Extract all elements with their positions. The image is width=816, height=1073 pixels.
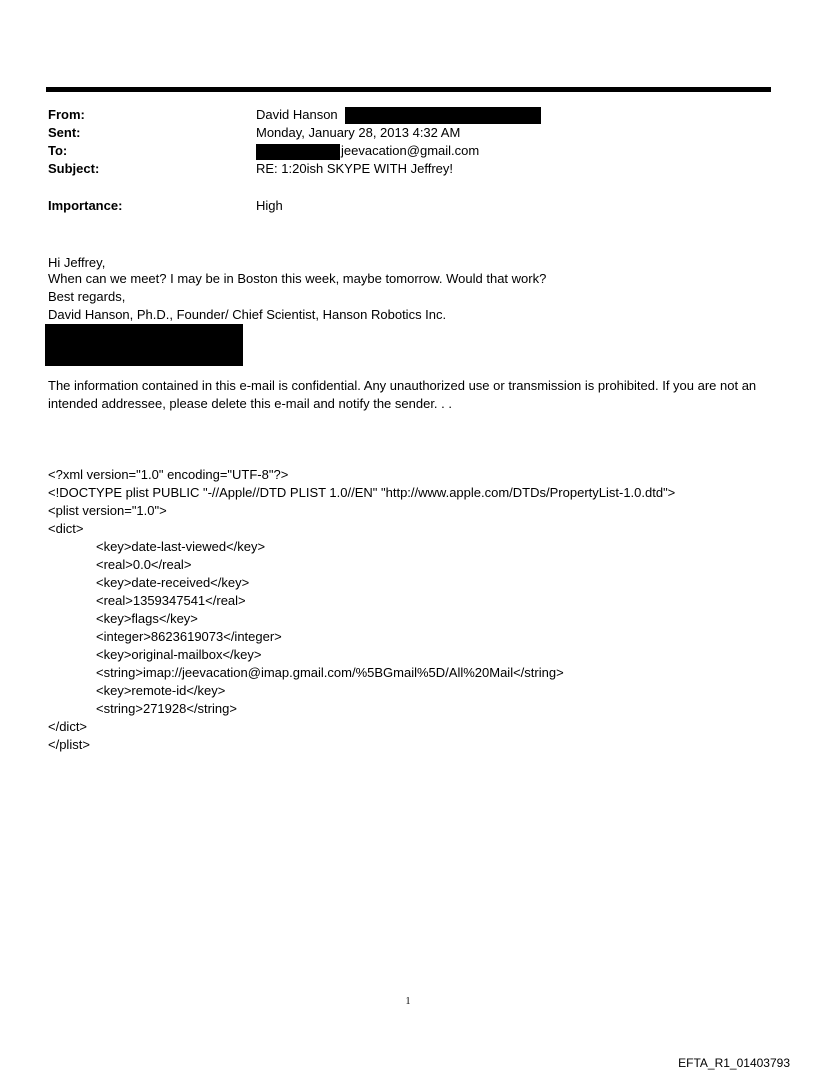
closing-line: Best regards, (48, 289, 126, 304)
redaction-bar (256, 144, 340, 160)
xml-line: <key>date-received</key> (96, 575, 250, 590)
sent-label: Sent: (48, 125, 81, 140)
to-value (256, 142, 479, 160)
xml-line: <real>0.0</real> (96, 557, 192, 572)
subject-label: Subject: (48, 161, 100, 176)
xml-line: </plist> (48, 737, 90, 752)
from-label: From: (48, 107, 85, 122)
signature-redaction-block (45, 324, 243, 366)
message-line: When can we meet? I may be in Boston this week, maybe tomorrow. Would that work? (48, 271, 547, 286)
to-address: jeevacation@gmail.com (341, 143, 480, 158)
to-label: To: (48, 143, 68, 158)
signature-line: David Hanson, Ph.D., Founder/ Chief Scientist, Hanson Robotics Inc. (48, 307, 447, 322)
document-id: EFTA_R1_01403793 (678, 1056, 790, 1070)
header-rule (46, 87, 771, 92)
sent-value: Monday, January 28, 2013 4:32 AM (256, 125, 461, 140)
xml-line: <plist version="1.0"> (48, 503, 167, 518)
importance-label: Importance: (48, 198, 123, 213)
xml-line: <string>271928</string> (96, 701, 237, 716)
xml-line: <key>date-last-viewed</key> (96, 539, 266, 554)
from-value (256, 106, 541, 124)
xml-line: <?xml version="1.0" encoding="UTF-8"?> (48, 467, 289, 482)
page-number: 1 (405, 996, 411, 1007)
redaction-bar (345, 107, 541, 124)
confidentiality-disclaimer: The information contained in this e-mail is confidential. Any unauthorized use or transmission is prohibited. If you are not an intended addressee, please delete this e-mail and notify the sender. . . (48, 378, 757, 411)
greeting-line: Hi Jeffrey, (48, 255, 106, 270)
xml-line: <!DOCTYPE plist PUBLIC "-//Apple//DTD PLIST 1.0//EN" "http://www.apple.com/DTDs/PropertyList-1.0.dtd"> (48, 485, 676, 500)
xml-line: <key>flags</key> (96, 611, 198, 626)
from-name: David Hanson (256, 107, 338, 122)
xml-line: <key>remote-id</key> (96, 683, 226, 698)
xml-line: <integer>8623619073</integer> (96, 629, 282, 644)
importance-value: High (256, 198, 283, 213)
xml-line: <key>original-mailbox</key> (96, 647, 262, 662)
xml-line: </dict> (48, 719, 88, 734)
subject-value: RE: 1:20ish SKYPE WITH Jeffrey! (256, 161, 453, 176)
xml-line: <dict> (48, 521, 84, 536)
xml-line: <real>1359347541</real> (96, 593, 246, 608)
xml-line: <string>imap://jeevacation@imap.gmail.com/%5BGmail%5D/All%20Mail</string> (96, 665, 564, 680)
